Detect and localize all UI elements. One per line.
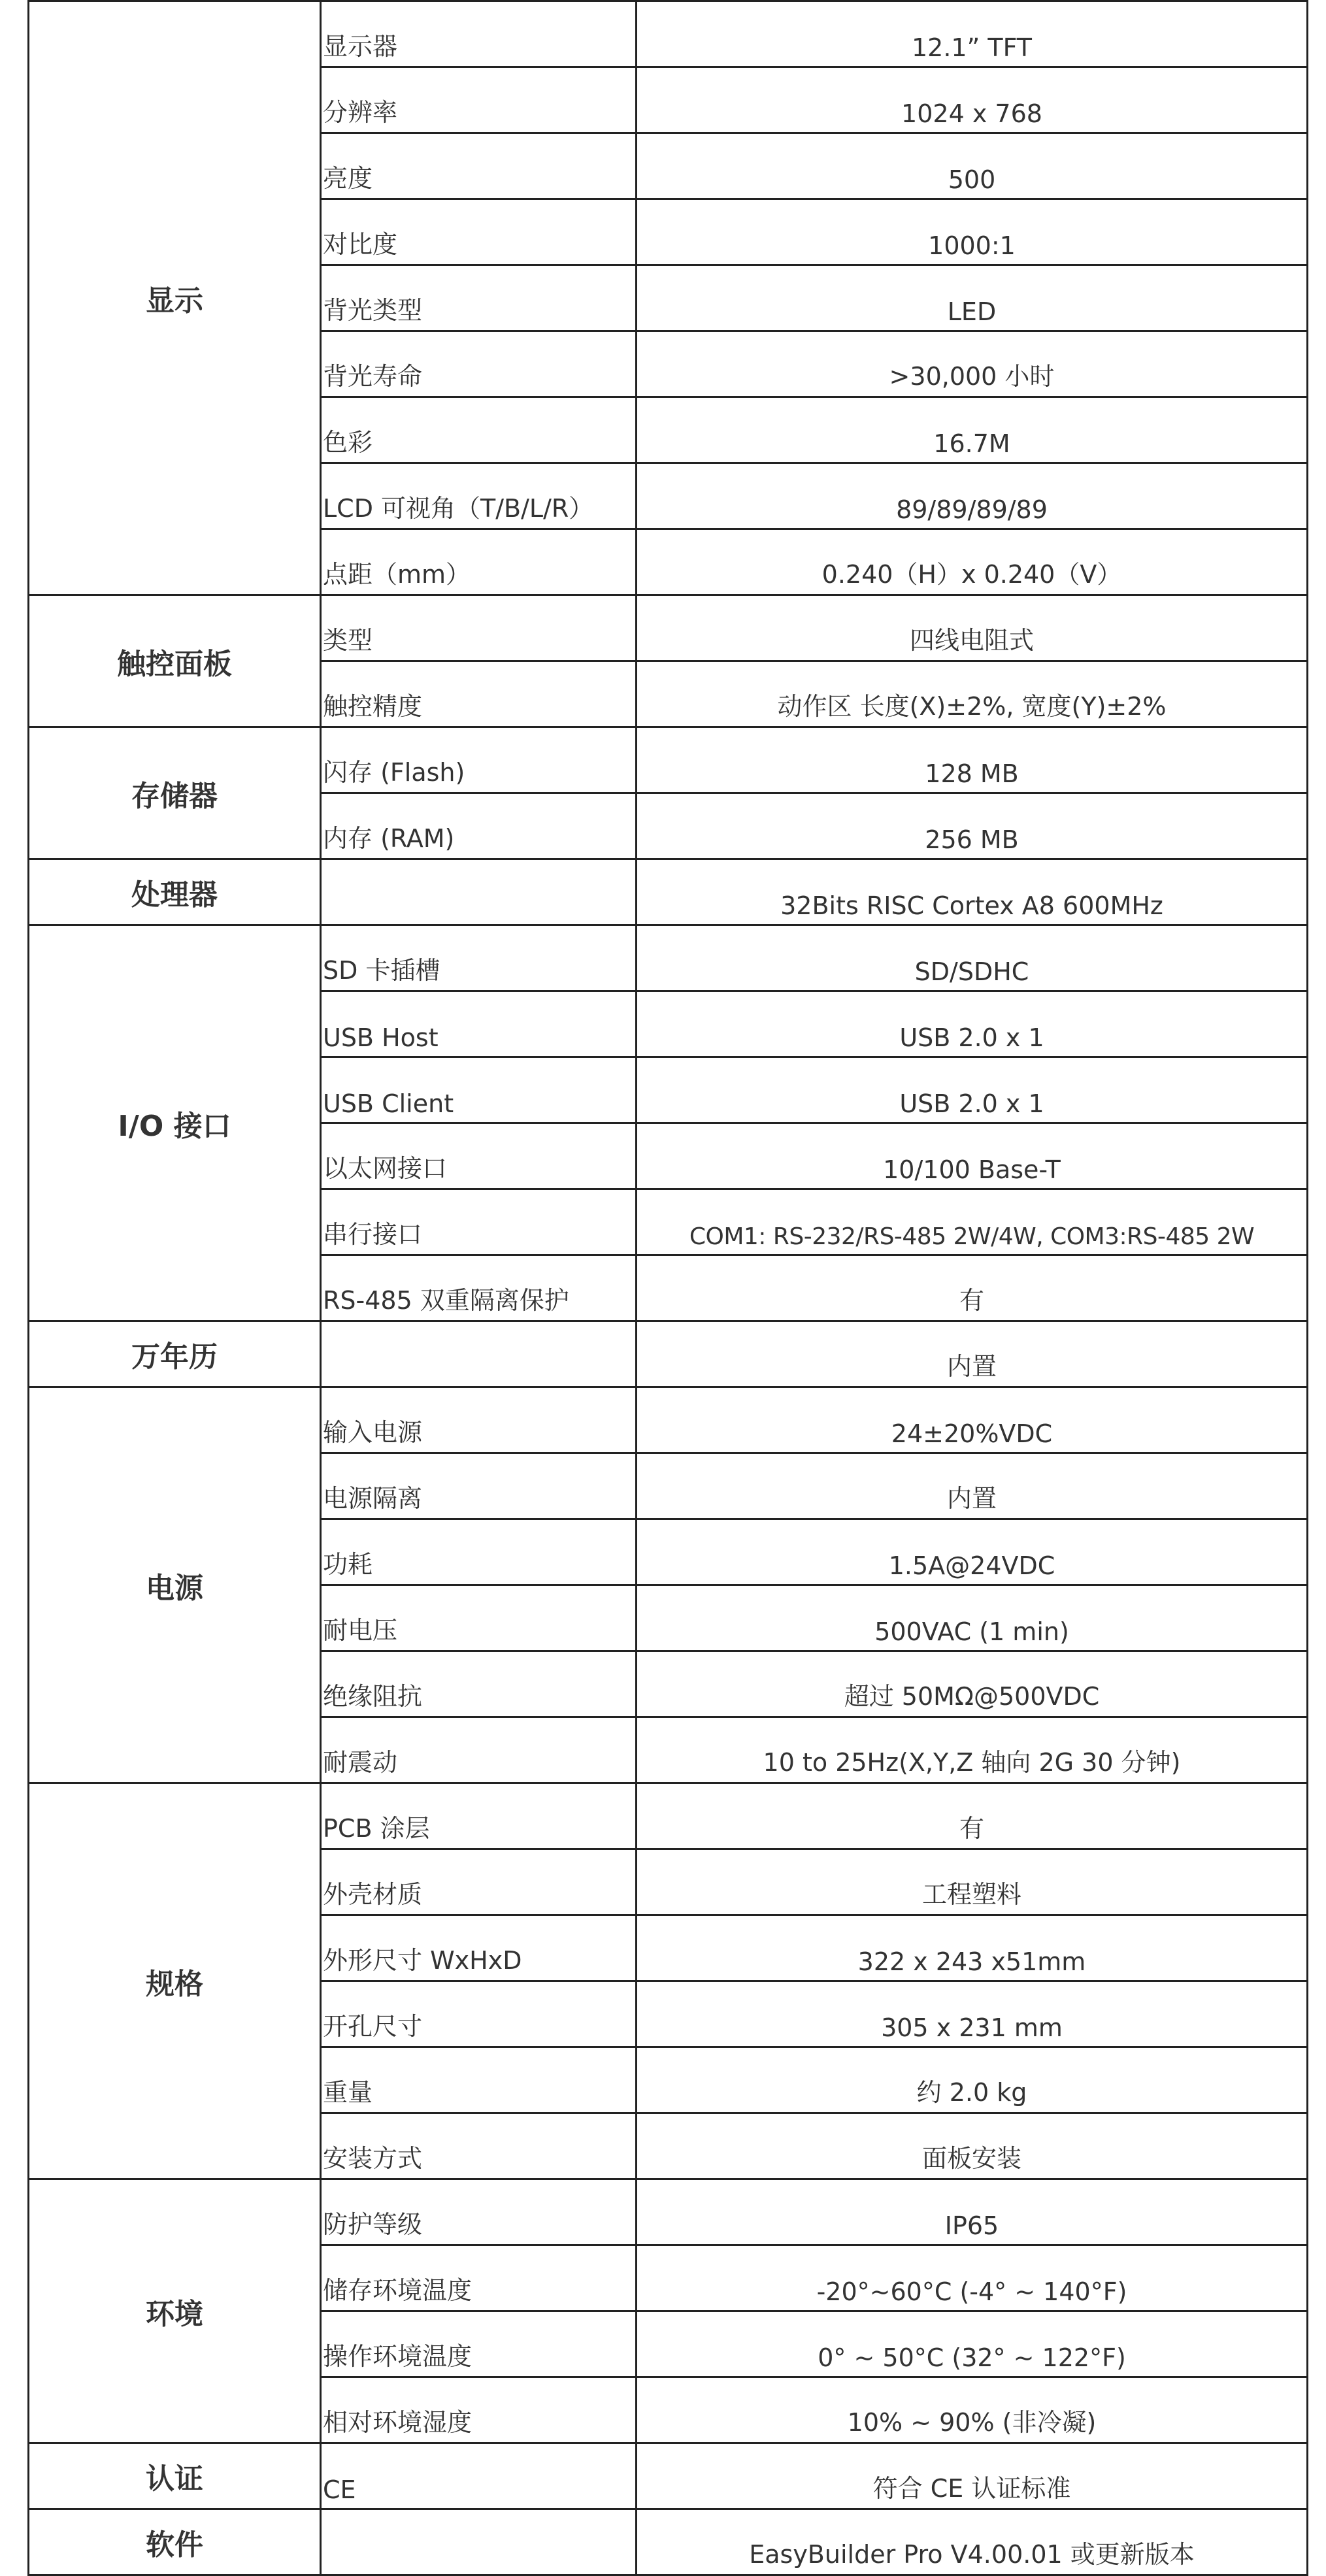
- spec-value-cell: 0° ~ 50°C (32° ~ 122°F): [637, 2311, 1308, 2377]
- spec-row: [29, 925, 1308, 991]
- spec-value-cell: IP65: [637, 2179, 1308, 2245]
- spec-value-cell: 1000:1: [637, 199, 1308, 265]
- section-category-cell: 规格: [29, 1783, 321, 2179]
- spec-row: [29, 727, 1308, 793]
- spec-item-cell: USB Client: [321, 1057, 637, 1123]
- spec-item-cell: RS-485 双重隔离保护: [321, 1255, 637, 1321]
- spec-item-cell: 对比度: [321, 199, 637, 265]
- spec-table-body: [29, 1, 1308, 2575]
- spec-value-cell: 有: [637, 1783, 1308, 1849]
- spec-item-cell: 闪存 (Flash): [321, 727, 637, 793]
- spec-value-cell: 10/100 Base-T: [637, 1123, 1308, 1189]
- section-category-cell: 处理器: [29, 859, 321, 925]
- section-category-cell: 软件: [29, 2509, 321, 2575]
- spec-item-cell: 操作环境温度: [321, 2311, 637, 2377]
- section-category-cell: 认证: [29, 2443, 321, 2509]
- section-category-cell: I/O 接口: [29, 925, 321, 1321]
- spec-row: [29, 1387, 1308, 1453]
- spec-value-cell: 128 MB: [637, 727, 1308, 793]
- spec-value-cell: 500: [637, 133, 1308, 199]
- spec-value-cell: USB 2.0 x 1: [637, 1057, 1308, 1123]
- spec-value-cell: 16.7M: [637, 397, 1308, 463]
- spec-value-cell: SD/SDHC: [637, 925, 1308, 991]
- spec-item-cell: 耐电压: [321, 1585, 637, 1651]
- spec-value-cell: 1.5A@24VDC: [637, 1519, 1308, 1585]
- spec-item-cell: [321, 1321, 637, 1387]
- spec-row: [29, 2443, 1308, 2509]
- section-category-cell: 电源: [29, 1387, 321, 1783]
- spec-value-cell: 24±20%VDC: [637, 1387, 1308, 1453]
- spec-value-cell: 32Bits RISC Cortex A8 600MHz: [637, 859, 1308, 925]
- section-category-cell: 万年历: [29, 1321, 321, 1387]
- spec-item-cell: [321, 859, 637, 925]
- section-category-cell: 触控面板: [29, 595, 321, 727]
- spec-row: [29, 1, 1308, 67]
- spec-value-cell: 1024 x 768: [637, 67, 1308, 133]
- spec-item-cell: 重量: [321, 2047, 637, 2113]
- spec-item-cell: 绝缘阻抗: [321, 1651, 637, 1717]
- spec-item-cell: PCB 涂层: [321, 1783, 637, 1849]
- spec-value-cell: 面板安装: [637, 2113, 1308, 2179]
- spec-value-cell: 有: [637, 1255, 1308, 1321]
- spec-value-cell: 超过 50MΩ@500VDC: [637, 1651, 1308, 1717]
- spec-item-cell: LCD 可视角（T/B/L/R）: [321, 463, 637, 529]
- spec-item-cell: 背光类型: [321, 265, 637, 331]
- spec-value-cell: 内置: [637, 1453, 1308, 1519]
- spec-item-cell: SD 卡插槽: [321, 925, 637, 991]
- spec-value-cell: 动作区 长度(X)±2%, 宽度(Y)±2%: [637, 661, 1308, 727]
- spec-value-cell: EasyBuilder Pro V4.00.01 或更新版本: [637, 2509, 1308, 2575]
- spec-row: [29, 595, 1308, 661]
- spec-value-cell: LED: [637, 265, 1308, 331]
- spec-value-cell: 10 to 25Hz(X,Y,Z 轴向 2G 30 分钟): [637, 1717, 1308, 1783]
- spec-item-cell: 串行接口: [321, 1189, 637, 1255]
- spec-item-cell: 相对环境湿度: [321, 2377, 637, 2443]
- spec-item-cell: 功耗: [321, 1519, 637, 1585]
- spec-value-cell: 符合 CE 认证标准: [637, 2443, 1308, 2509]
- spec-item-cell: [321, 2509, 637, 2575]
- spec-row: [29, 2179, 1308, 2245]
- spec-item-cell: 以太网接口: [321, 1123, 637, 1189]
- spec-value-cell: -20°~60°C (-4° ~ 140°F): [637, 2245, 1308, 2311]
- spec-item-cell: 储存环境温度: [321, 2245, 637, 2311]
- spec-item-cell: 外形尺寸 WxHxD: [321, 1915, 637, 1981]
- spec-row: [29, 2509, 1308, 2575]
- spec-value-cell: 四线电阻式: [637, 595, 1308, 661]
- spec-value-cell: 0.240（H）x 0.240（V）: [637, 529, 1308, 595]
- spec-value-cell: USB 2.0 x 1: [637, 991, 1308, 1057]
- spec-item-cell: 类型: [321, 595, 637, 661]
- spec-item-cell: 色彩: [321, 397, 637, 463]
- spec-value-cell: 约 2.0 kg: [637, 2047, 1308, 2113]
- spec-item-cell: 安装方式: [321, 2113, 637, 2179]
- section-category-cell: 存储器: [29, 727, 321, 859]
- spec-item-cell: 防护等级: [321, 2179, 637, 2245]
- spec-item-cell: 显示器: [321, 1, 637, 67]
- spec-item-cell: 分辨率: [321, 67, 637, 133]
- spec-value-cell: 内置: [637, 1321, 1308, 1387]
- spec-item-cell: 电源隔离: [321, 1453, 637, 1519]
- spec-row: [29, 1321, 1308, 1387]
- spec-value-cell: 322 x 243 x51mm: [637, 1915, 1308, 1981]
- spec-value-cell: 工程塑料: [637, 1849, 1308, 1915]
- spec-item-cell: CE: [321, 2443, 637, 2509]
- spec-value-cell: 500VAC (1 min): [637, 1585, 1308, 1651]
- spec-row: [29, 859, 1308, 925]
- spec-value-cell: 89/89/89/89: [637, 463, 1308, 529]
- spec-item-cell: USB Host: [321, 991, 637, 1057]
- section-category-cell: 环境: [29, 2179, 321, 2443]
- section-category-cell: 显示: [29, 1, 321, 595]
- spec-value-cell: COM1: RS-232/RS-485 2W/4W, COM3:RS-485 2W: [637, 1189, 1308, 1255]
- spec-item-cell: 开孔尺寸: [321, 1981, 637, 2047]
- spec-item-cell: 亮度: [321, 133, 637, 199]
- spec-row: [29, 1783, 1308, 1849]
- spec-item-cell: 外壳材质: [321, 1849, 637, 1915]
- spec-item-cell: 内存 (RAM): [321, 793, 637, 859]
- spec-value-cell: 12.1” TFT: [637, 1, 1308, 67]
- spec-value-cell: 256 MB: [637, 793, 1308, 859]
- spec-item-cell: 耐震动: [321, 1717, 637, 1783]
- spec-item-cell: 输入电源: [321, 1387, 637, 1453]
- spec-item-cell: 点距（mm）: [321, 529, 637, 595]
- spec-item-cell: 触控精度: [321, 661, 637, 727]
- spec-value-cell: 305 x 231 mm: [637, 1981, 1308, 2047]
- spec-item-cell: 背光寿命: [321, 331, 637, 397]
- spec-table: [27, 0, 1308, 2576]
- spec-value-cell: >30,000 小时: [637, 331, 1308, 397]
- spec-value-cell: 10% ~ 90% (非冷凝): [637, 2377, 1308, 2443]
